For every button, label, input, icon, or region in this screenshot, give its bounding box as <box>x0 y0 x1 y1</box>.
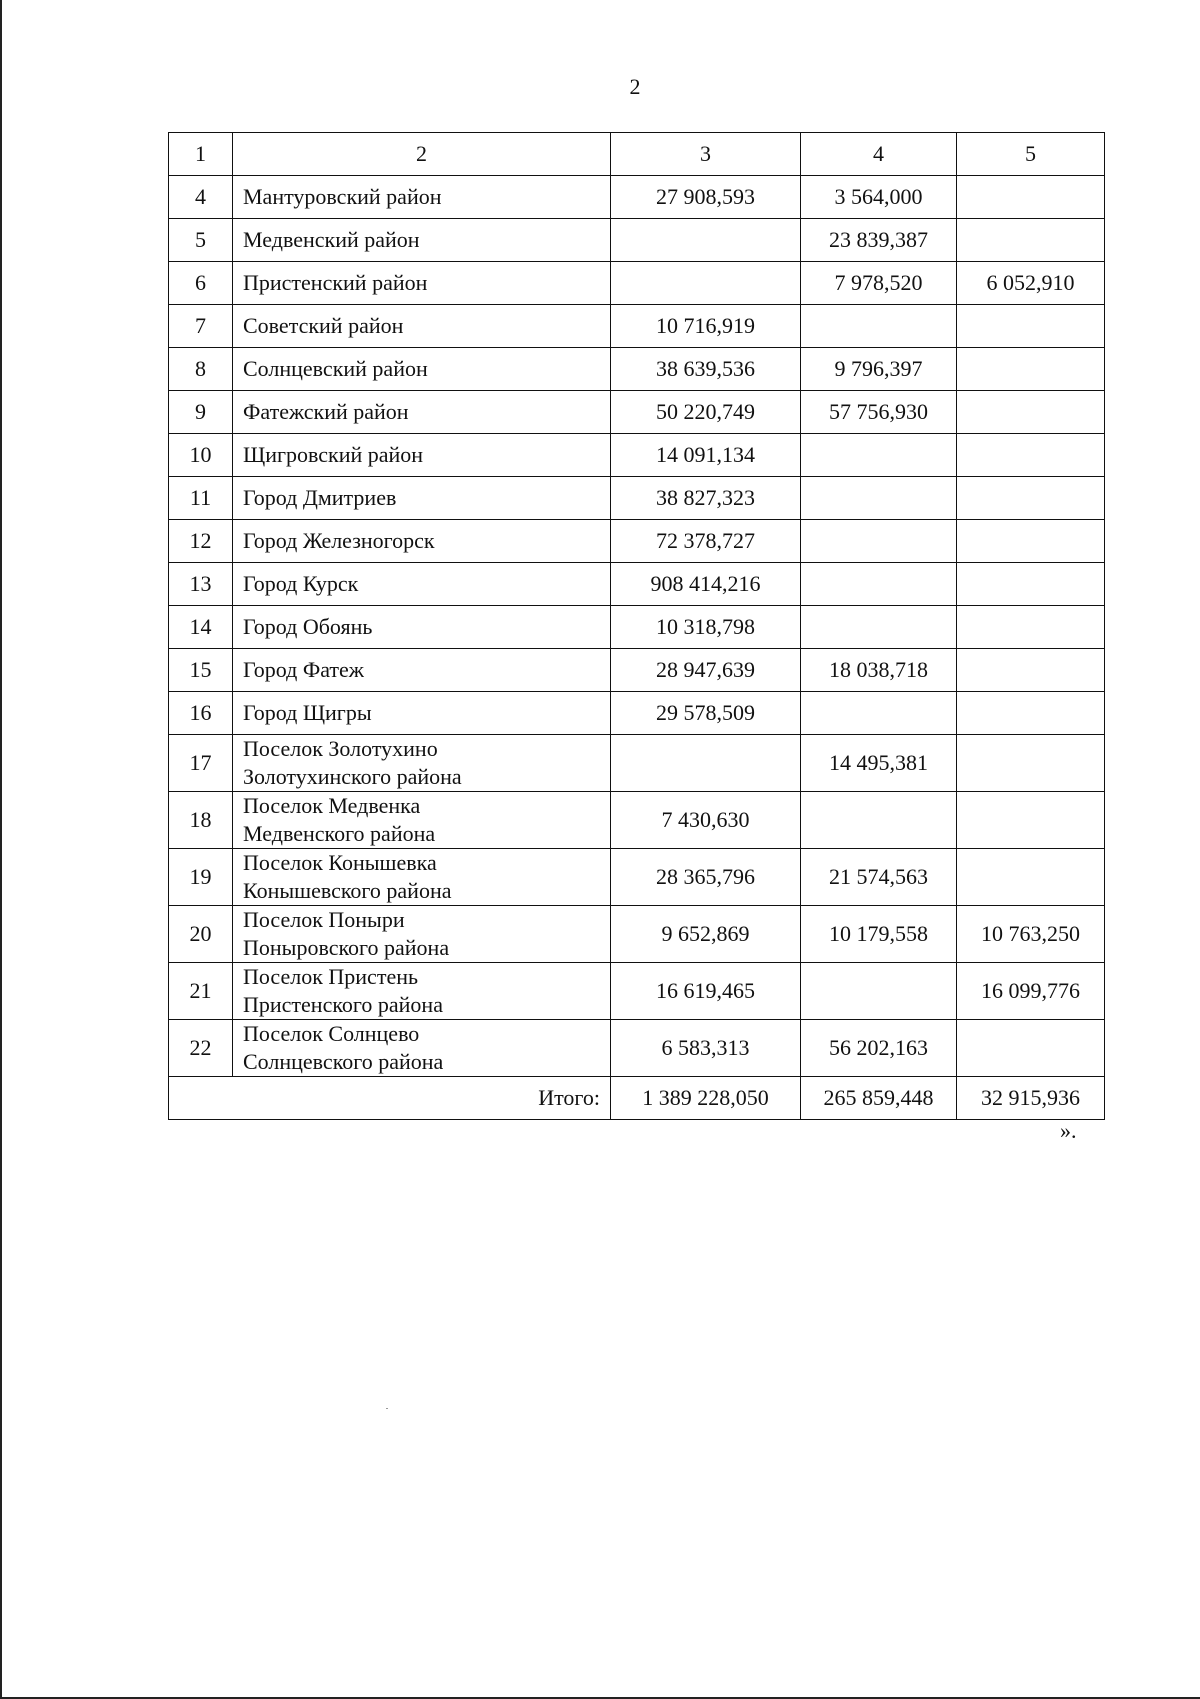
value-cell-col3: 7 430,630 <box>611 792 801 849</box>
table-body <box>169 133 1105 1120</box>
municipality-name-line: Медвенский район <box>243 227 420 252</box>
table-row <box>169 563 1105 606</box>
table-row <box>169 176 1105 219</box>
municipality-name-line: Поселок Медвенка <box>243 793 421 818</box>
value-cell-col5 <box>957 563 1105 606</box>
value-cell-col3: 908 414,216 <box>611 563 801 606</box>
value-cell-col3 <box>611 262 801 305</box>
municipality-name-cell <box>233 219 611 262</box>
table-row <box>169 906 1105 963</box>
row-number-cell: 14 <box>169 606 233 649</box>
municipality-name-cell <box>233 849 611 906</box>
row-number-cell: 12 <box>169 520 233 563</box>
table-header-row <box>169 133 1105 176</box>
scan-edge-left <box>0 0 2 1699</box>
table-row <box>169 391 1105 434</box>
municipality-name-line: Конышевского района <box>243 878 452 903</box>
municipality-name-cell <box>233 563 611 606</box>
municipality-name-line: Город Железногорск <box>243 528 435 553</box>
header-cell-4: 4 <box>801 133 957 176</box>
header-cell-5: 5 <box>957 133 1105 176</box>
total-value-cell-col3: 1 389 228,050 <box>611 1077 801 1120</box>
value-cell-col5 <box>957 792 1105 849</box>
municipality-name-cell <box>233 520 611 563</box>
row-number-cell: 5 <box>169 219 233 262</box>
page-number: 2 <box>629 74 641 99</box>
table-row <box>169 1020 1105 1077</box>
value-cell-col4 <box>801 792 957 849</box>
table-row <box>169 735 1105 792</box>
municipality-name-cell <box>233 262 611 305</box>
value-cell-col4: 18 038,718 <box>801 649 957 692</box>
data-table <box>168 132 1105 1120</box>
table-row <box>169 692 1105 735</box>
municipality-name-cell <box>233 348 611 391</box>
total-value-cell-col4: 265 859,448 <box>801 1077 957 1120</box>
header-cell-2: 2 <box>233 133 611 176</box>
value-cell-col5 <box>957 606 1105 649</box>
table-row <box>169 262 1105 305</box>
table-row <box>169 219 1105 262</box>
municipality-name-cell <box>233 176 611 219</box>
municipality-name-line: Поселок Солнцево <box>243 1021 420 1046</box>
value-cell-col4: 7 978,520 <box>801 262 957 305</box>
value-cell-col5 <box>957 477 1105 520</box>
row-number-cell: 13 <box>169 563 233 606</box>
total-value-cell-col5: 32 915,936 <box>957 1077 1105 1120</box>
row-number-cell: 15 <box>169 649 233 692</box>
value-cell-col4: 57 756,930 <box>801 391 957 434</box>
table-row <box>169 963 1105 1020</box>
row-number-cell: 6 <box>169 262 233 305</box>
table-row <box>169 849 1105 906</box>
row-number-cell: 19 <box>169 849 233 906</box>
value-cell-col5 <box>957 176 1105 219</box>
value-cell-col4 <box>801 563 957 606</box>
value-cell-col4: 56 202,163 <box>801 1020 957 1077</box>
municipality-name-line: Поселок Поныри <box>243 907 405 932</box>
value-cell-col4 <box>801 305 957 348</box>
table-row <box>169 348 1105 391</box>
value-cell-col4 <box>801 963 957 1020</box>
value-cell-col5 <box>957 348 1105 391</box>
municipality-name-cell <box>233 391 611 434</box>
table-row <box>169 606 1105 649</box>
row-number-cell: 4 <box>169 176 233 219</box>
row-number-cell: 8 <box>169 348 233 391</box>
value-cell-col4 <box>801 692 957 735</box>
value-cell-col5 <box>957 305 1105 348</box>
table-row <box>169 649 1105 692</box>
value-cell-col5 <box>957 219 1105 262</box>
municipality-name-cell <box>233 305 611 348</box>
value-cell-col5: 6 052,910 <box>957 262 1105 305</box>
value-cell-col4: 9 796,397 <box>801 348 957 391</box>
value-cell-col3: 28 365,796 <box>611 849 801 906</box>
municipality-name-cell <box>233 906 611 963</box>
table-row <box>169 477 1105 520</box>
scan-speck <box>386 1408 388 1409</box>
header-cell-3: 3 <box>611 133 801 176</box>
municipality-name-line: Советский район <box>243 313 404 338</box>
municipality-name-line: Золотухинского района <box>243 764 462 789</box>
value-cell-col3: 72 378,727 <box>611 520 801 563</box>
value-cell-col4 <box>801 520 957 563</box>
value-cell-col5 <box>957 649 1105 692</box>
value-cell-col5: 10 763,250 <box>957 906 1105 963</box>
value-cell-col4: 23 839,387 <box>801 219 957 262</box>
municipality-name-line: Поселок Конышевка <box>243 850 437 875</box>
value-cell-col3 <box>611 735 801 792</box>
table-row <box>169 520 1105 563</box>
value-cell-col3: 28 947,639 <box>611 649 801 692</box>
value-cell-col3: 10 716,919 <box>611 305 801 348</box>
municipality-name-line: Медвенского района <box>243 821 436 846</box>
municipality-name-line: Фатежский район <box>243 399 409 424</box>
municipality-name-line: Солнцевского района <box>243 1049 444 1074</box>
value-cell-col3: 38 827,323 <box>611 477 801 520</box>
municipality-name-cell <box>233 963 611 1020</box>
total-label-cell: Итого: <box>169 1077 611 1120</box>
municipality-name-line: Город Курск <box>243 571 359 596</box>
value-cell-col4 <box>801 477 957 520</box>
closing-quote-mark: ». <box>1060 1118 1077 1143</box>
value-cell-col3: 27 908,593 <box>611 176 801 219</box>
value-cell-col5 <box>957 1020 1105 1077</box>
municipality-name-line: Поселок Пристень <box>243 964 419 989</box>
value-cell-col3: 9 652,869 <box>611 906 801 963</box>
value-cell-col4 <box>801 434 957 477</box>
value-cell-col3 <box>611 219 801 262</box>
municipality-name-cell <box>233 606 611 649</box>
row-number-cell: 18 <box>169 792 233 849</box>
municipality-name-line: Мантуровский район <box>243 184 442 209</box>
row-number-cell: 11 <box>169 477 233 520</box>
municipality-name-cell <box>233 434 611 477</box>
value-cell-col3: 6 583,313 <box>611 1020 801 1077</box>
municipality-name-line: Поныровского района <box>243 935 450 960</box>
row-number-cell: 10 <box>169 434 233 477</box>
value-cell-col5 <box>957 849 1105 906</box>
table-row <box>169 792 1105 849</box>
value-cell-col4: 3 564,000 <box>801 176 957 219</box>
value-cell-col5 <box>957 520 1105 563</box>
value-cell-col5 <box>957 434 1105 477</box>
municipality-name-line: Щигровский район <box>243 442 424 467</box>
row-number-cell: 16 <box>169 692 233 735</box>
municipality-name-cell <box>233 692 611 735</box>
municipality-name-cell <box>233 1020 611 1077</box>
municipality-name-line: Город Щигры <box>243 700 372 725</box>
value-cell-col3: 16 619,465 <box>611 963 801 1020</box>
municipality-name-line: Город Фатеж <box>243 657 364 682</box>
municipality-name-line: Город Дмитриев <box>243 485 397 510</box>
table-row <box>169 434 1105 477</box>
value-cell-col4: 14 495,381 <box>801 735 957 792</box>
value-cell-col5 <box>957 735 1105 792</box>
value-cell-col5 <box>957 692 1105 735</box>
row-number-cell: 20 <box>169 906 233 963</box>
municipality-name-line: Солнцевский район <box>243 356 428 381</box>
value-cell-col4: 21 574,563 <box>801 849 957 906</box>
municipality-name-line: Пристенского района <box>243 992 443 1017</box>
header-cell-1: 1 <box>169 133 233 176</box>
row-number-cell: 7 <box>169 305 233 348</box>
value-cell-col5: 16 099,776 <box>957 963 1105 1020</box>
municipality-name-cell <box>233 649 611 692</box>
table-row <box>169 305 1105 348</box>
value-cell-col3: 38 639,536 <box>611 348 801 391</box>
municipality-name-line: Поселок Золотухино <box>243 736 438 761</box>
municipality-name-cell <box>233 735 611 792</box>
value-cell-col5 <box>957 391 1105 434</box>
municipality-name-cell <box>233 792 611 849</box>
value-cell-col3: 50 220,749 <box>611 391 801 434</box>
value-cell-col4 <box>801 606 957 649</box>
row-number-cell: 21 <box>169 963 233 1020</box>
value-cell-col4: 10 179,558 <box>801 906 957 963</box>
row-number-cell: 17 <box>169 735 233 792</box>
table-total-row <box>169 1077 1105 1120</box>
value-cell-col3: 29 578,509 <box>611 692 801 735</box>
municipality-name-line: Пристенский район <box>243 270 428 295</box>
row-number-cell: 9 <box>169 391 233 434</box>
row-number-cell: 22 <box>169 1020 233 1077</box>
value-cell-col3: 10 318,798 <box>611 606 801 649</box>
municipality-name-line: Город Обоянь <box>243 614 373 639</box>
municipality-name-cell <box>233 477 611 520</box>
value-cell-col3: 14 091,134 <box>611 434 801 477</box>
